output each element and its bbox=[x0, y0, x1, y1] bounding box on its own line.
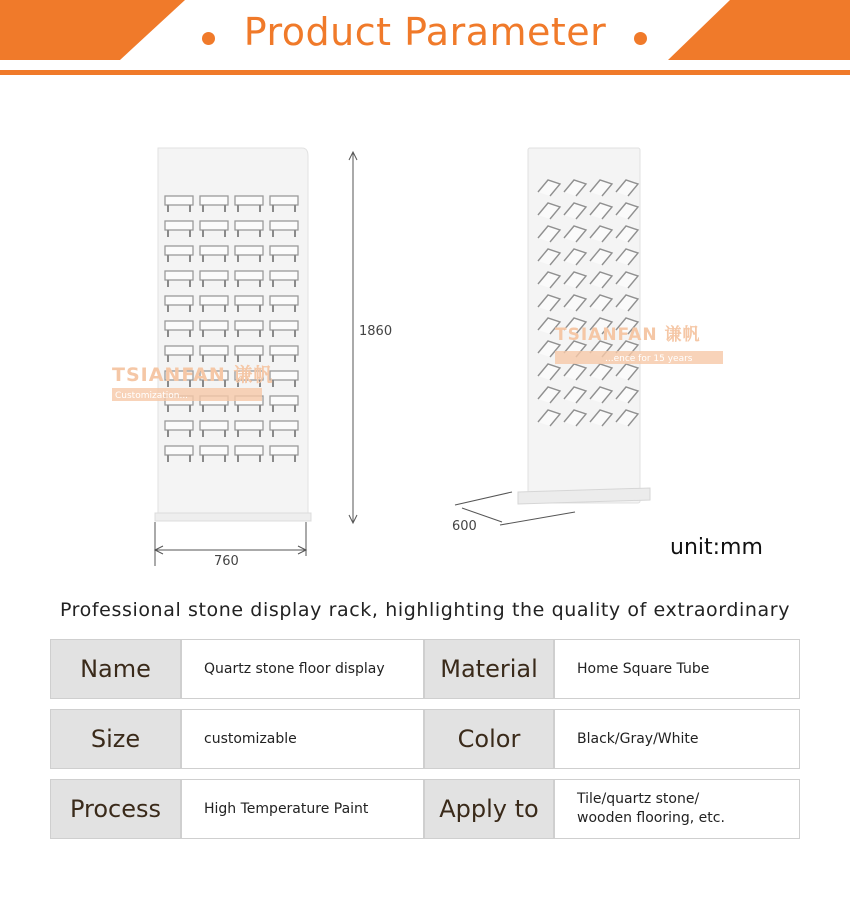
spec-value: Tile/quartz stone/ wooden flooring, etc. bbox=[554, 779, 800, 839]
page-title: Product Parameter bbox=[243, 10, 607, 54]
height-label: 1860 bbox=[359, 324, 393, 339]
unit-label: unit:mm bbox=[670, 535, 763, 560]
spec-value: Quartz stone floor display bbox=[181, 639, 424, 699]
spec-row bbox=[50, 709, 800, 769]
depth-ext-top bbox=[455, 492, 512, 505]
spec-key: Size bbox=[50, 709, 181, 769]
spec-key: Process bbox=[50, 779, 181, 839]
spec-key: Color bbox=[424, 709, 554, 769]
front-view-drawing bbox=[112, 130, 410, 580]
side-view-drawing bbox=[440, 140, 740, 540]
front-watermark-brand: TSIANFAN 谦帆 bbox=[112, 364, 274, 386]
spec-row bbox=[50, 639, 800, 699]
width-label: 760 bbox=[214, 554, 239, 569]
spec-key: Name bbox=[50, 639, 181, 699]
tagline: Professional stone display rack, highlighting the quality of extraordinary bbox=[59, 599, 791, 621]
header-right-dot bbox=[634, 32, 647, 45]
front-base bbox=[155, 513, 311, 521]
side-watermark-slogan: ...ence for 15 years bbox=[605, 354, 693, 364]
spec-key: Apply to bbox=[424, 779, 554, 839]
spec-value: Black/Gray/White bbox=[554, 709, 800, 769]
spec-value: High Temperature Paint bbox=[181, 779, 424, 839]
header-underline bbox=[0, 70, 850, 75]
depth-ext-bottom bbox=[500, 512, 575, 525]
depth-label: 600 bbox=[452, 519, 477, 534]
spec-value: customizable bbox=[181, 709, 424, 769]
side-watermark-brand: TSIANFAN 谦帆 bbox=[555, 325, 701, 345]
spec-key: Material bbox=[424, 639, 554, 699]
spec-value: Home Square Tube bbox=[554, 639, 800, 699]
front-watermark-slogan: Customization... bbox=[115, 391, 189, 401]
spec-row bbox=[50, 779, 800, 839]
section-header bbox=[0, 0, 850, 80]
